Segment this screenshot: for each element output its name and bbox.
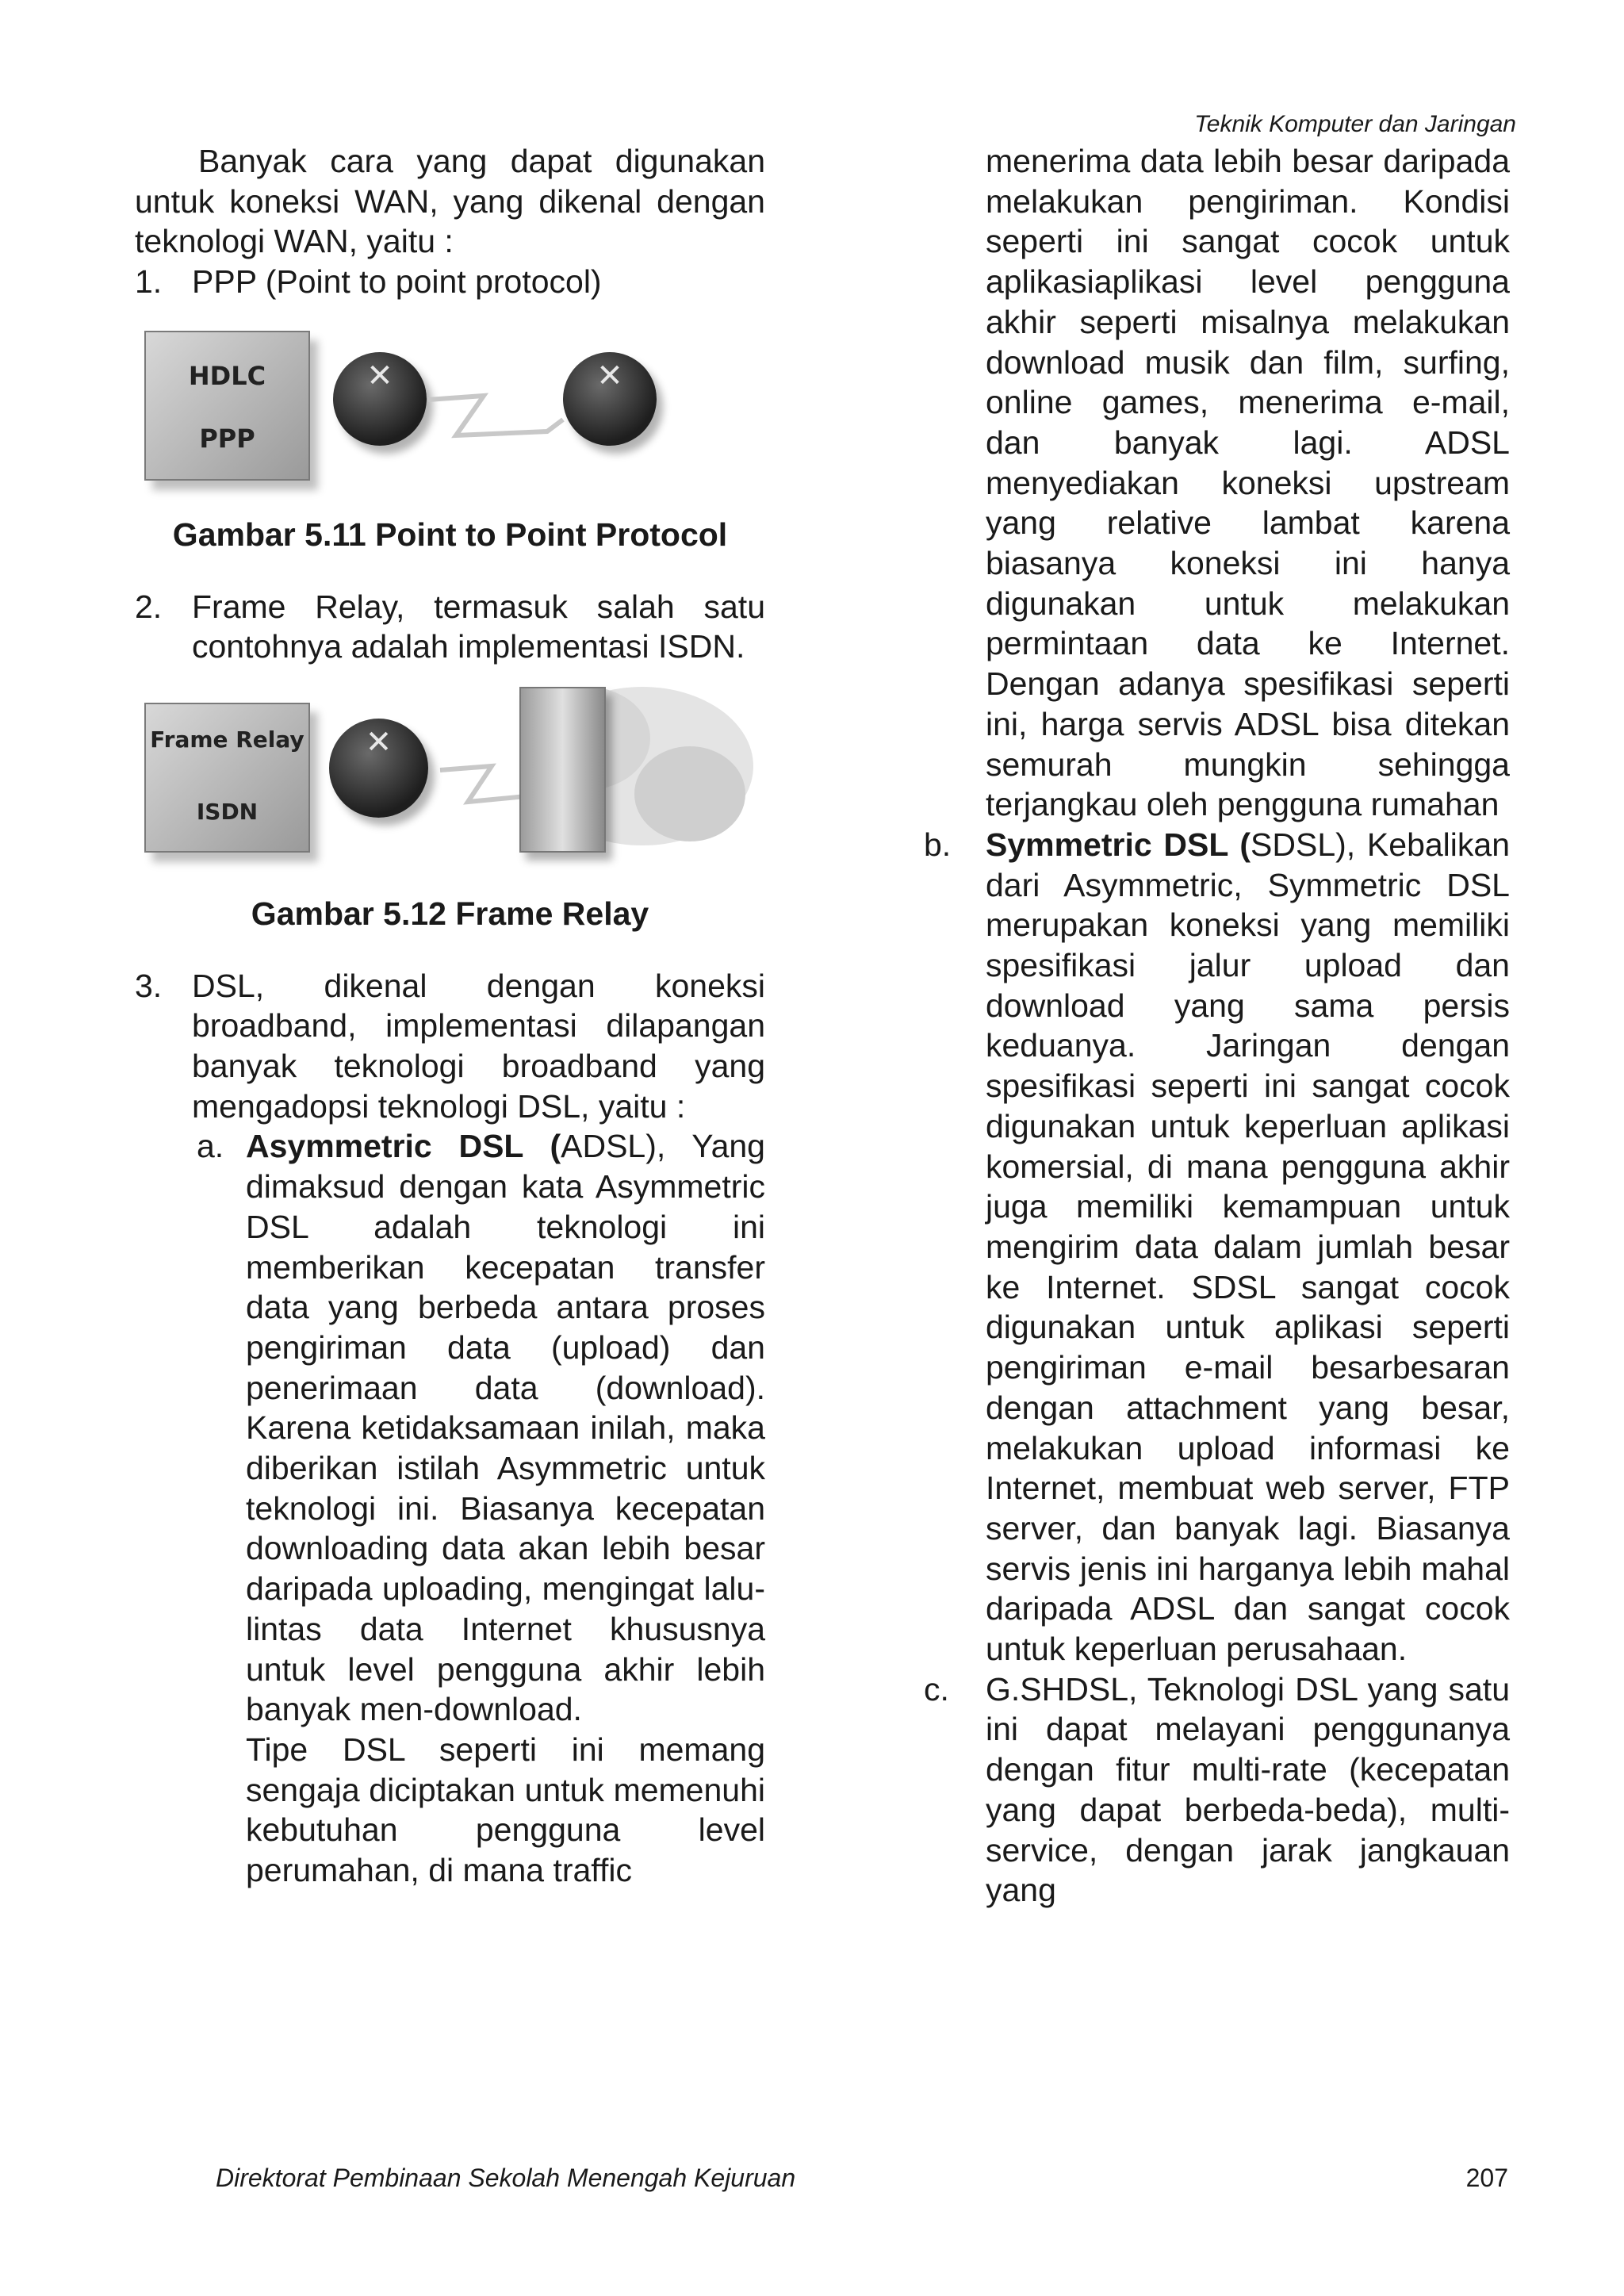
sublist-b-c xyxy=(924,825,1510,1911)
list-marker: 3. xyxy=(135,967,163,1004)
term-adsl: Asymmetric DSL ( xyxy=(246,1128,561,1165)
box-label-isdn: ISDN xyxy=(196,798,259,825)
sublist-a xyxy=(197,1126,765,1890)
list-item-text: PPP (Point to point protocol) xyxy=(192,263,602,301)
page-number: 207 xyxy=(1465,2164,1508,2192)
protocol-box xyxy=(144,703,310,853)
switch-icon xyxy=(519,687,606,853)
figure-caption-5-12: Gambar 5.12 Frame Relay xyxy=(251,895,649,932)
list-marker: b. xyxy=(924,826,952,863)
list-item-1 xyxy=(135,262,765,302)
sublist-item-text: ADSL), Yang dimaksud dengan kata Asymmetric DSL adalah teknologi ini memberikan kecepatan transfer data yang berbeda antara proses pengiriman data (upload) dan penerimaan data (download). Karena ketidaksamaan inilah, maka diberikan istilah Asymmetric untuk teknologi ini. Biasanya kecepatan downloading data akan lebih besar daripada uploading, mengingat lalu-lintas data Internet khususnya untuk level pengguna akhir lebih banyak men-download. xyxy=(246,1128,765,1728)
sublist-item-sdsl xyxy=(924,825,1510,1669)
list-marker: c. xyxy=(924,1670,949,1708)
figure-ppp xyxy=(135,324,753,499)
sublist-item-text-cont: Tipe DSL seperti ini memang sengaja diciptakan untuk memenuhi kebutuhan pengguna level perumahan, di mana traffic xyxy=(246,1731,765,1889)
right-column xyxy=(924,141,1510,1911)
list-item-text: DSL, dikenal dengan koneksi broadband, implementasi dilapangan banyak teknologi broadband yang mengadopsi teknologi DSL, yaitu : xyxy=(192,967,765,1125)
list-marker: 1. xyxy=(135,263,163,301)
continued-paragraph: menerima data lebih besar daripada melakukan pengiriman. Kondisi seperti ini sangat cocok untuk aplikasiaplikasi level pengguna akhir seperti misalnya melakukan download musik dan film, surfing, online games, menerima e-mail, dan banyak lagi. ADSL menyediakan koneksi upstream yang relative lambat karena biasanya koneksi ini hanya digunakan untuk melakukan permintaan data ke Internet. Dengan adanya spesifikasi seperti ini, harga servis ADSL bisa ditekan semurah mungkin sehingga terjangkau oleh pengguna rumahan xyxy=(986,143,1510,823)
list-marker: 2. xyxy=(135,588,163,625)
router-icon: ✕ xyxy=(563,352,657,446)
list-item-2 xyxy=(135,587,765,667)
figure-frame-relay xyxy=(135,675,753,865)
box-label-hdlc: HDLC xyxy=(188,360,266,391)
box-label-frame-relay: Frame Relay xyxy=(150,726,304,753)
figure-caption-5-11: Gambar 5.11 Point to Point Protocol xyxy=(172,516,728,553)
wan-link-icon xyxy=(135,324,753,499)
sublist-item-text: G.SHDSL, Teknologi DSL yang satu ini dapat melayani penggunanya dengan fitur multi-rate (kecepatan yang dapat berbeda-beda), multi-service, dengan jarak jangkauan yang xyxy=(986,1670,1510,1909)
sublist-item-gshdsl xyxy=(924,1669,1510,1911)
router-icon: ✕ xyxy=(333,352,427,446)
left-column xyxy=(135,141,765,1891)
sublist-item-adsl xyxy=(197,1126,765,1730)
list-marker: a. xyxy=(197,1128,224,1165)
sublist-item-text: SDSL), Kebalikan dari Asymmetric, Symmetric DSL merupakan koneksi yang memiliki spesifikasi jalur upload dan download yang sama persis keduanya. Jaringan dengan spesifikasi seperti ini sangat cocok digunakan untuk keperluan aplikasi komersial, di mana pengguna akhir juga memiliki kemampuan untuk mengirim data dalam jumlah besar ke Internet. SDSL sangat cocok digunakan untuk aplikasi seperti pengiriman e-mail besarbesaran dengan attachment yang besar, melakukan upload informasi ke Internet, membuat web server, FTP server, dan banyak lagi. Biasanya servis jenis ini harganya lebih mahal daripada ADSL dan sangat cocok untuk keperluan perusahaan. xyxy=(986,826,1511,1668)
list-item-3 xyxy=(135,966,765,1127)
box-label-ppp: PPP xyxy=(199,423,255,454)
list-item-text: Frame Relay, termasuk salah satu contohnya adalah implementasi ISDN. xyxy=(192,588,765,665)
intro-paragraph: Banyak cara yang dapat digunakan untuk koneksi WAN, yang dikenal dengan teknologi WAN, yaitu : xyxy=(135,143,765,260)
router-icon: ✕ xyxy=(329,719,428,818)
footer-publisher: Direktorat Pembinaan Sekolah Menengah Kejuruan xyxy=(216,2164,796,2192)
term-sdsl: Symmetric DSL ( xyxy=(986,826,1251,863)
running-header: Teknik Komputer dan Jaringan xyxy=(1194,111,1516,137)
